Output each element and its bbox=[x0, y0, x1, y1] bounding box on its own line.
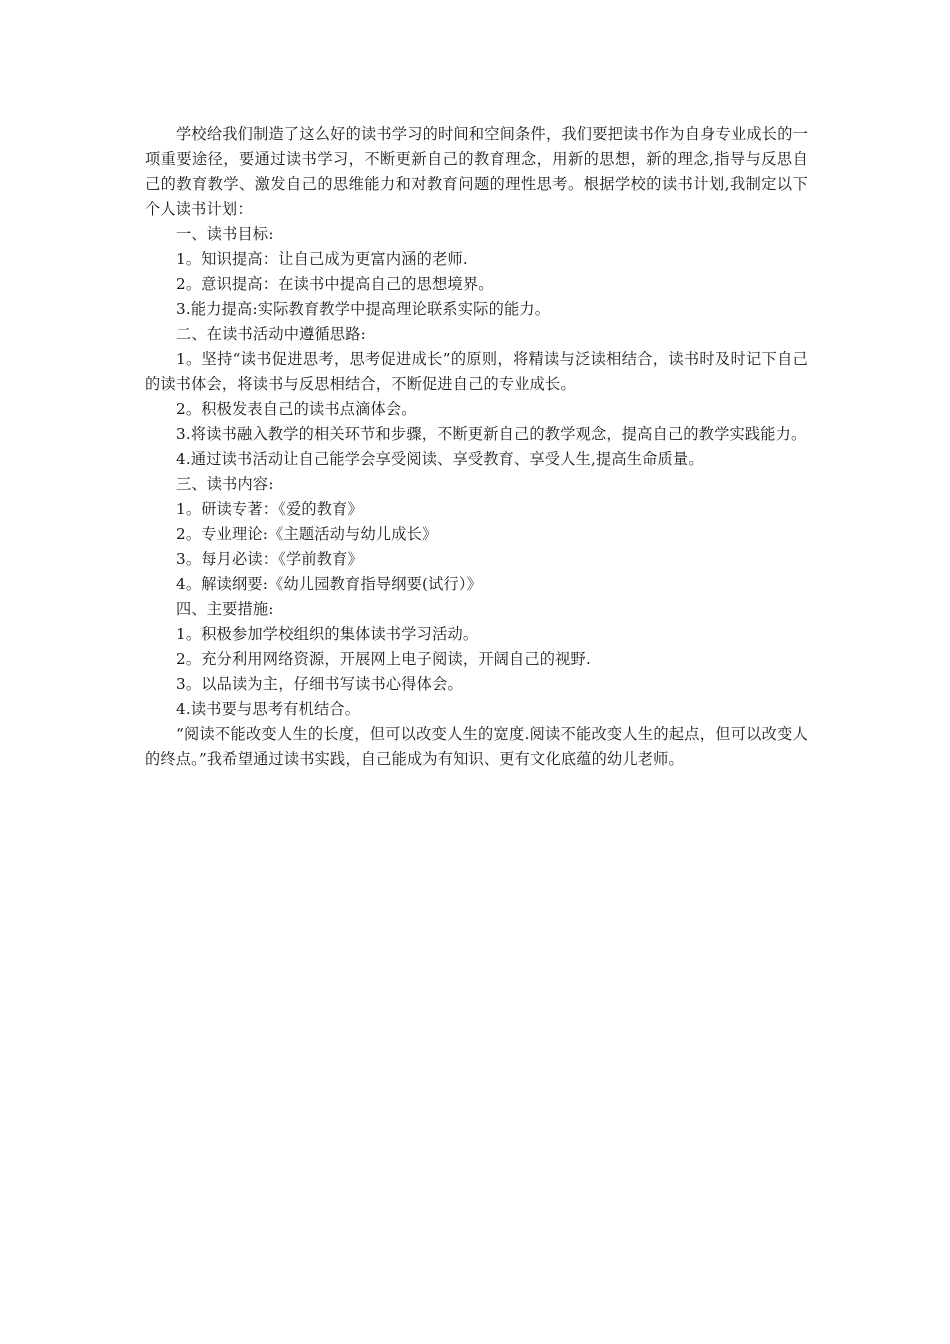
content-item: 4。解读纲要:《幼儿园教育指导纲要(试行）》 bbox=[176, 575, 483, 593]
measure-item: 4.读书要与思考有机结合。 bbox=[176, 700, 361, 718]
closing-paragraph: “阅读不能改变人生的长度，但可以改变人生的宽度.阅读不能改变人生的起点，但可以改变人的终点。”我希望通过读书实践，自己能成为有知识、更有文化底蕴的幼儿老师。 bbox=[145, 725, 808, 768]
approach-item: 4.通过读书活动让自己能学会享受阅读、享受教育、享受人生,提高生命质量。 bbox=[176, 450, 704, 468]
approach-item: 3.将读书融入教学的相关环节和步骤，不断更新自己的教学观念，提高自己的教学实践能力。 bbox=[176, 425, 807, 443]
approach-item: 1。坚持“读书促进思考，思考促进成长”的原则，将精读与泛读相结合，读书时及时记下自己的读书体会，将读书与反思相结合，不断促进自己的专业成长。 bbox=[145, 350, 808, 393]
intro-paragraph: 学校给我们制造了这么好的读书学习的时间和空间条件，我们要把读书作为自身专业成长的一项重要途径，要通过读书学习，不断更新自己的教育理念，用新的思想，新的理念,指导与反思自己的教育教学、激发自己的思维能力和对教育问题的理性思考。根据学校的读书计划,我制定以下个人读书计划： bbox=[145, 125, 808, 218]
approach-item: 2。积极发表自己的读书点滴体会。 bbox=[176, 400, 417, 418]
section-heading-measures: 四、主要措施: bbox=[176, 600, 274, 618]
content-item: 1。研读专著：《爱的教育》 bbox=[176, 500, 363, 518]
document-body bbox=[145, 122, 808, 772]
goal-item: 1。知识提高：让自己成为更富内涵的老师. bbox=[176, 250, 468, 268]
section-heading-approach: 二、在读书活动中遵循思路: bbox=[176, 325, 366, 343]
section-heading-content: 三、读书内容: bbox=[176, 475, 274, 493]
content-item: 3。每月必读：《学前教育》 bbox=[176, 550, 363, 568]
goal-item: 3.能力提高:实际教育教学中提高理论联系实际的能力。 bbox=[176, 300, 551, 318]
measure-item: 3。以品读为主，仔细书写读书心得体会。 bbox=[176, 675, 463, 693]
measure-item: 1。积极参加学校组织的集体读书学习活动。 bbox=[176, 625, 479, 643]
goal-item: 2。意识提高：在读书中提高自己的思想境界。 bbox=[176, 275, 494, 293]
measure-item: 2。充分利用网络资源，开展网上电子阅读，开阔自己的视野. bbox=[176, 650, 591, 668]
content-item: 2。专业理论:《主题活动与幼儿成长》 bbox=[176, 525, 438, 543]
section-heading-goals: 一、读书目标: bbox=[176, 225, 274, 243]
